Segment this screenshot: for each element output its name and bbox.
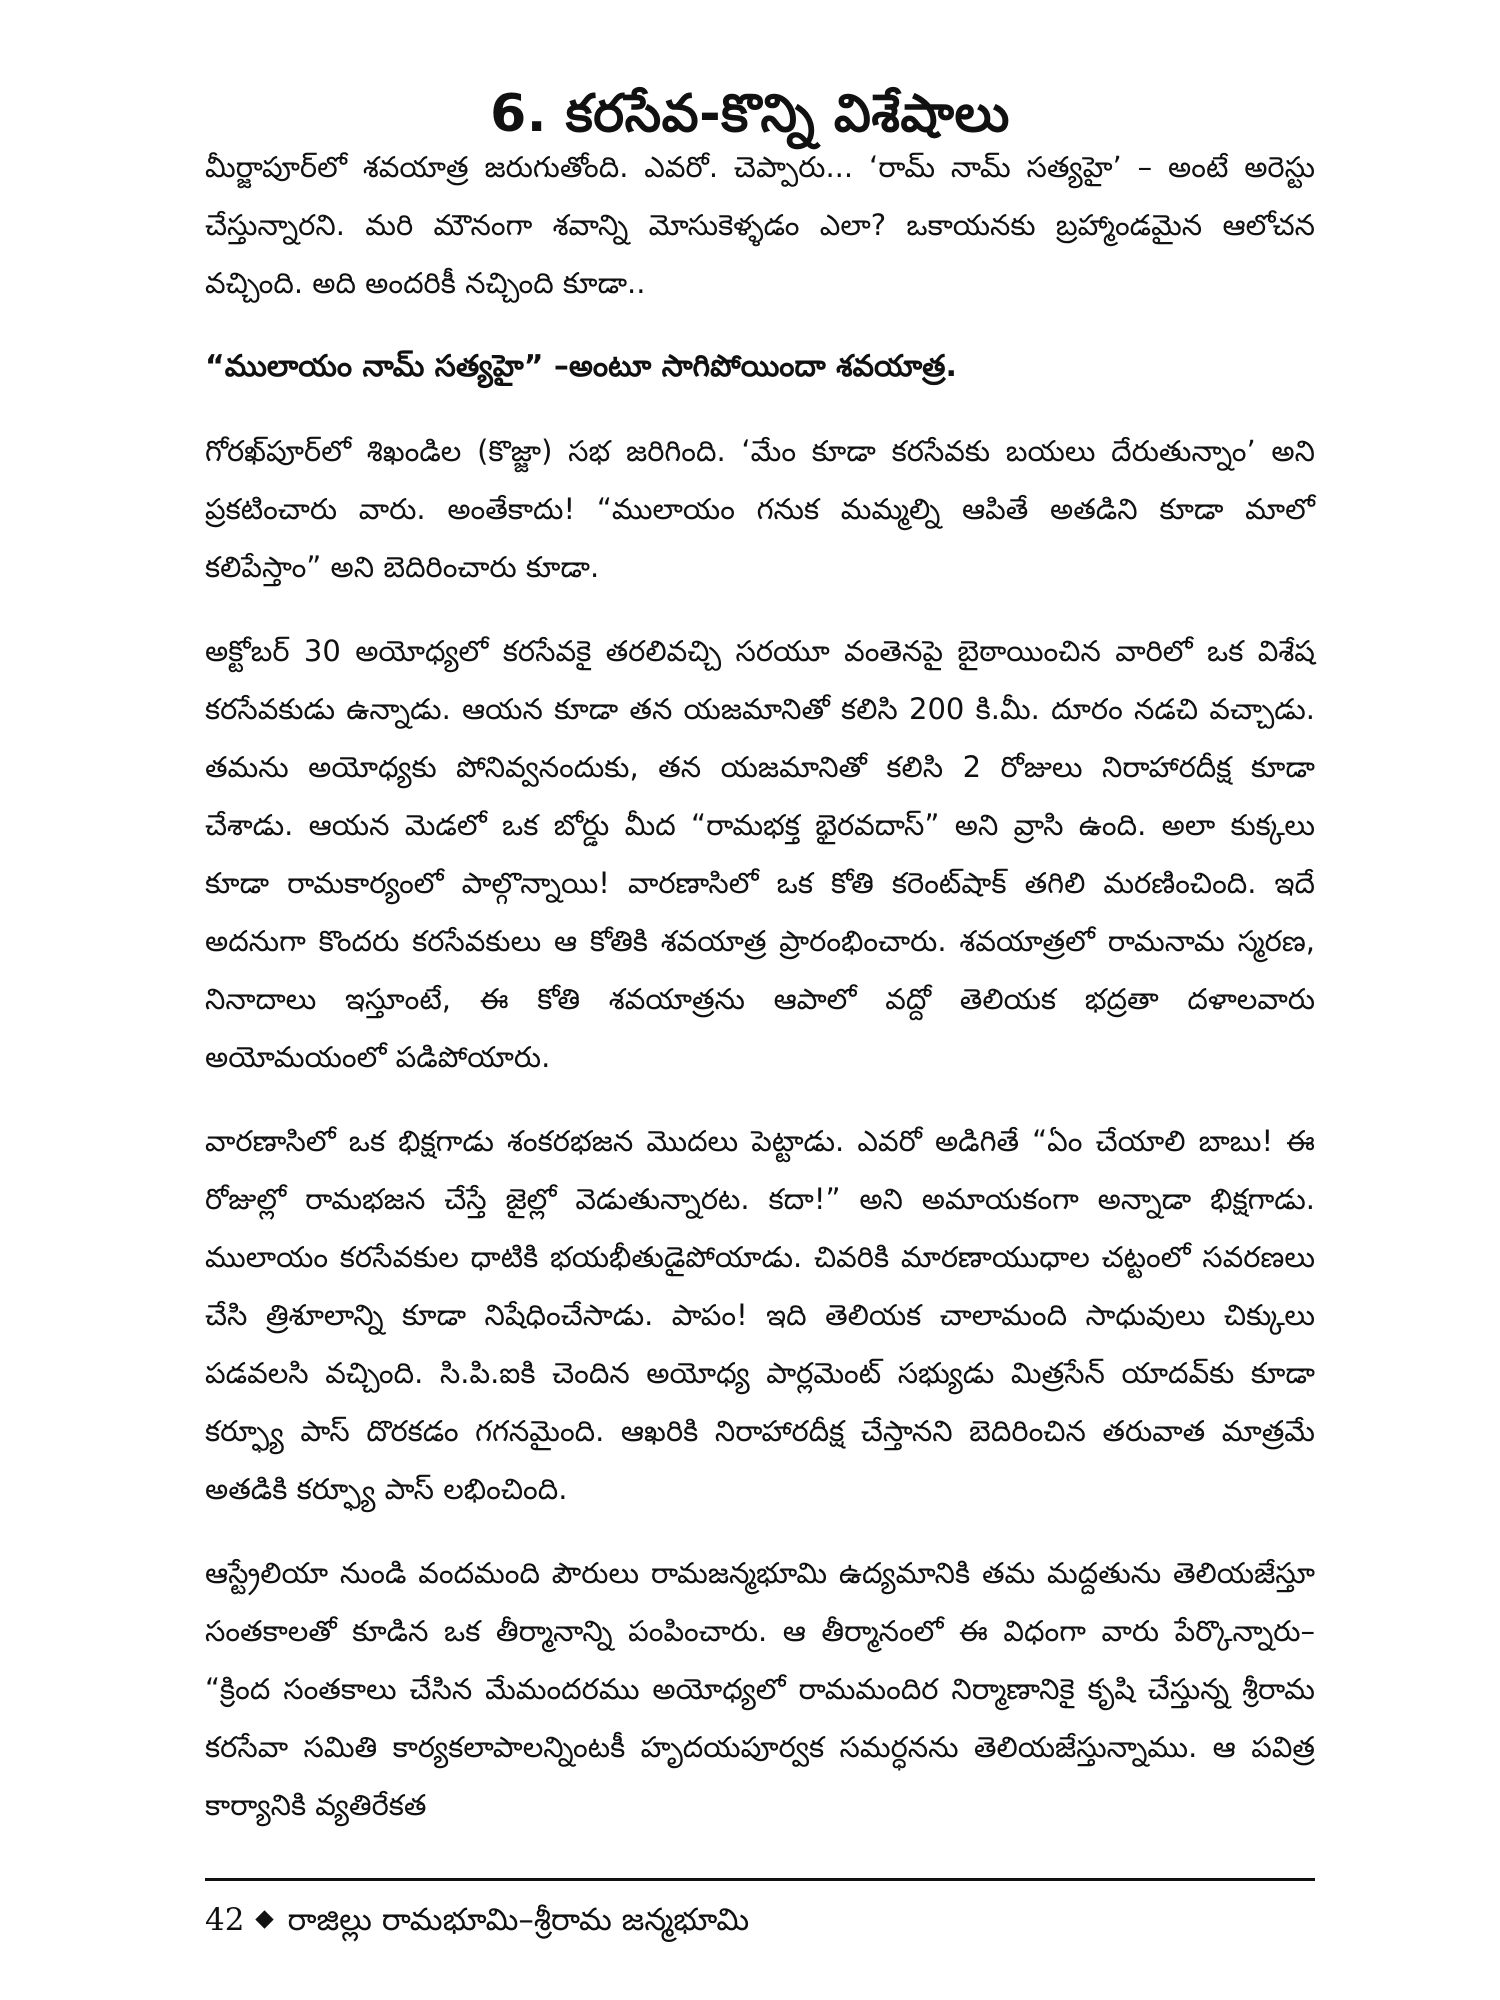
paragraph-mulayam-slogan: “ములాయం నామ్ సత్యహై” –అంటూ సాగిపోయిందా శవయాత్ర.: [205, 349, 957, 384]
page-number: 42: [205, 1902, 245, 1938]
page-body: [205, 138, 1315, 1860]
paragraph-gorakhpur: గోరఖ్‌పూర్‌లో శిఖండిల (కొజ్జా) సభ జరిగింది. ‘మేం కూడా కరసేవకు బయలు దేరుతున్నాం’ అని ప్రకటించారు వారు. అంతేకాదు! “ములాయం గనుక మమ్మల్ని ఆపితే అతడిని కూడా మాలో కలిపేస్తాం” అని బెదిరించారు కూడా.: [205, 434, 1315, 584]
paragraph-october-30: అక్టోబర్ 30 అయోధ్యలో కరసేవకై తరలివచ్చి సరయూ వంతెనపై బైఠాయించిన వారిలో ఒక విశేష కరసేవకుడు ఉన్నాడు. ఆయన కూడా తన యజమానితో కలిసి 200 కి.మీ. దూరం నడచి వచ్చాడు. తమను అయోధ్యకు పోనివ్వనందుకు, తన యజమానితో కలిసి 2 రోజులు నిరాహారదీక్ష కూడా చేశాడు. ఆయన మెడలో ఒక బోర్డు మీద “రామభక్త భైరవదాస్” అని వ్రాసి ఉంది. అలా కుక్కలు కూడా రామకార్యంలో పాల్గొన్నాయి! వారణాసిలో ఒక కోతి కరెంట్‌షాక్ తగిలి మరణించింది. ఇదే అదనుగా కొందరు కరసేవకులు ఆ కోతికి శవయాత్ర ప్రారంభించారు. శవయాత్రలో రామనామ స్మరణ, నినాదాలు ఇస్తూంటే, ఈ కోతి శవయాత్రను ఆపాలో వద్దో తెలియక భద్రతా దళాలవారు అయోమయంలో పడిపోయారు.: [205, 634, 1315, 1074]
paragraph-varanasi-beggar: వారణాసిలో ఒక భిక్షగాడు శంకరభజన మొదలు పెట్టాడు. ఎవరో అడిగితే “ఏం చేయాలి బాబు! ఈ రోజుల్లో రామభజన చేస్తే జైల్లో వెడుతున్నారట. కదా!” అని అమాయకంగా అన్నాడా భిక్షగాడు. ములాయం కరసేవకుల ధాటికి భయభీతుడైపోయాడు. చివరికి మారణాయుధాల చట్టంలో సవరణలు చేసి త్రిశూలాన్ని కూడా నిషేధించేసాడు. పాపం! ఇది తెలియక చాలామంది సాధువులు చిక్కులు పడవలసి వచ్చింది. సి.పి.ఐకి చెందిన అయోధ్య పార్లమెంట్ సభ్యుడు మిత్రసేన్ యాదవ్‌కు కూడా కర్ఫ్యూ పాస్ దొరకడం గగనమైంది. ఆఖరికి నిరాహారదీక్ష చేస్తానని బెదిరించిన తరువాత మాత్రమే అతడికి కర్ఫ్యూ పాస్ లభించింది.: [205, 1124, 1315, 1506]
book-title: రాజిల్లు రామభూమి–శ్రీరామ జన్మభూమి: [287, 1902, 750, 1938]
diamond-icon: [256, 1910, 274, 1928]
paragraph-australia: ఆస్ట్రేలియా నుండి వందమంది పౌరులు రామజన్మభూమి ఉద్యమానికి తమ మద్దతును తెలియజేస్తూ సంతకాలతో కూడిన ఒక తీర్మానాన్ని పంపించారు. ఆ తీర్మానంలో ఈ విధంగా వారు పేర్కొన్నారు– “క్రింద సంతకాలు చేసిన మేమందరము అయోధ్యలో రామమందిర నిర్మాణానికై కృషి చేస్తున్న శ్రీరామ కరసేవా సమితి కార్యకలాపాలన్నింటకీ హృదయపూర్వక సమర్ధనను తెలియజేస్తున్నాము. ఆ పవిత్ర కార్యానికి వ్యతిరేకత: [205, 1556, 1315, 1822]
page-footer: [205, 1898, 749, 1942]
paragraph-mirzapur: మీర్జాపూర్‌లో శవయాత్ర జరుగుతోంది. ఎవరో. చెప్పారు... ‘రామ్ నామ్ సత్యహై’ – అంటే అరెస్టు చేస్తున్నారని. మరి మౌనంగా శవాన్ని మోసుకెళ్ళడం ఎలా? ఒకాయనకు బ్రహ్మాండమైన ఆలోచన వచ్చింది. అది అందరికీ నచ్చింది కూడా..: [205, 150, 1315, 300]
footer-divider: [205, 1878, 1315, 1881]
chapter-title: 6. కరసేవ-కొన్ని విశేషాలు: [490, 83, 1010, 144]
